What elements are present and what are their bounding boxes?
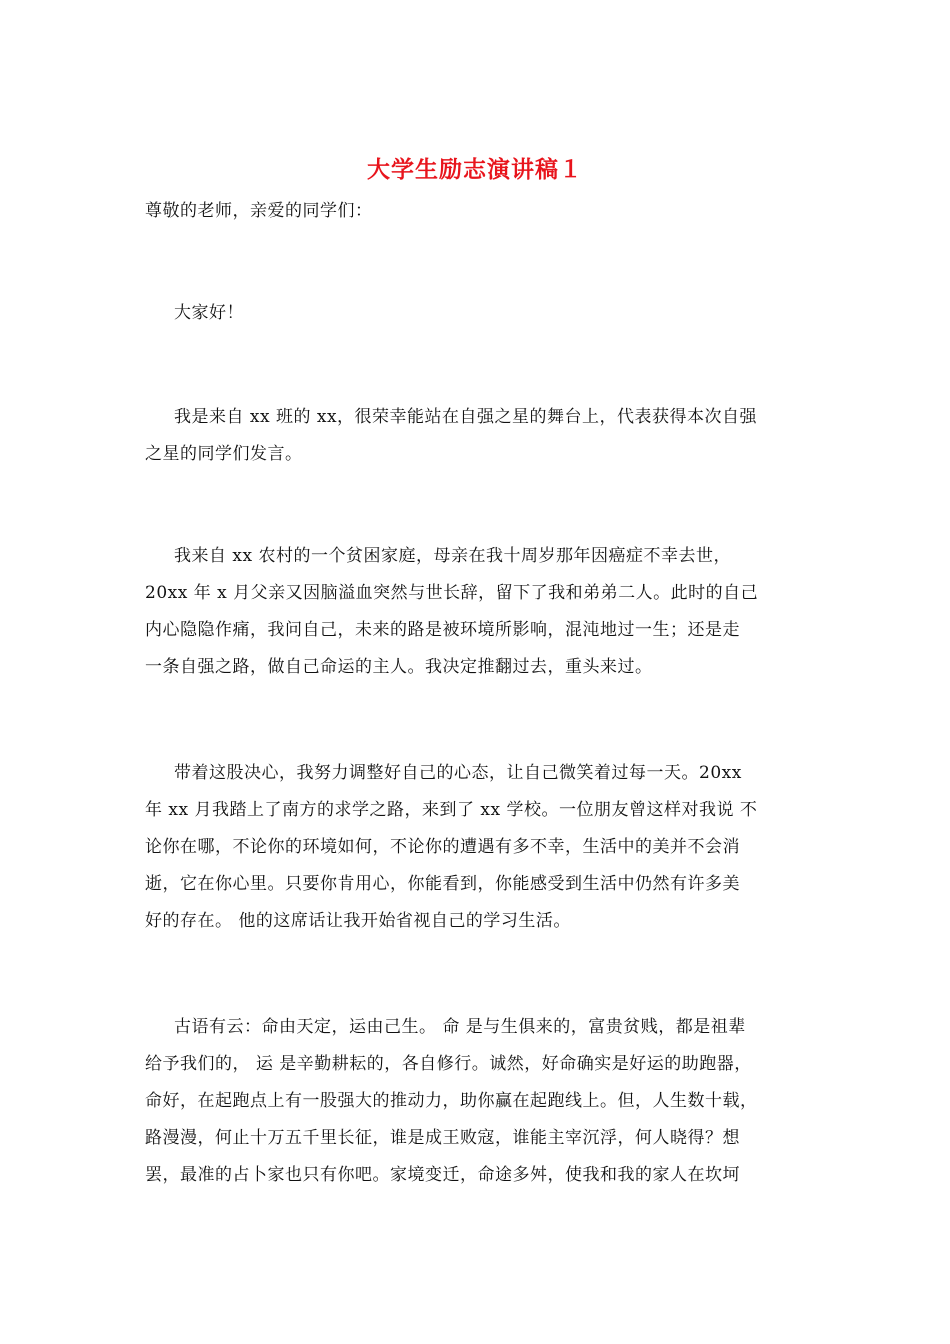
- paragraph-line: 我是来自 xx 班的 xx，很荣幸能站在自强之星的舞台上，代表获得本次自强: [174, 407, 758, 427]
- paragraph-4: [145, 1009, 805, 1194]
- greeting-text: 尊敬的老师，亲爱的同学们：: [145, 201, 373, 221]
- paragraph-line: 内心隐隐作痛，我问自己，未来的路是被环境所影响，混沌地过一生；还是走: [145, 620, 740, 640]
- paragraph-1: [145, 399, 805, 473]
- hello-text: 大家好！: [174, 303, 244, 323]
- paragraph-line: 20xx 年 x 月父亲又因脑溢血突然与世长辞，留下了我和弟弟二人。此时的自己: [145, 583, 759, 603]
- paragraph-line: 年 xx 月我踏上了南方的求学之路，来到了 xx 学校。一位朋友曾这样对我说 不: [145, 800, 758, 820]
- document-title: 大学生励志演讲稿１: [367, 156, 583, 183]
- paragraph-line: 古语有云：命由天定，运由己生。 命 是与生俱来的，富贵贫贱，都是祖辈: [174, 1017, 746, 1037]
- paragraph-line: 之星的同学们发言。: [145, 444, 303, 464]
- paragraph-line: 逝，它在你心里。只要你肯用心，你能看到，你能感受到生活中仍然有许多美: [145, 874, 740, 894]
- paragraph-line: 路漫漫，何止十万五千里长征，谁是成王败寇，谁能主宰沉浮，何人晓得？想: [145, 1128, 740, 1148]
- paragraph-line: 好的存在。 他的这席话让我开始省视自己的学习生活。: [145, 911, 571, 931]
- paragraph-line: 我来自 xx 农村的一个贫困家庭，母亲在我十周岁那年因癌症不幸去世，: [174, 546, 731, 566]
- paragraph-line: 带着这股决心，我努力调整好自己的心态，让自己微笑着过每一天。20xx: [174, 763, 742, 783]
- greeting-line: [145, 193, 805, 230]
- paragraph-3: [145, 755, 805, 940]
- paragraph-line: 一条自强之路，做自己命运的主人。我决定推翻过去，重头来过。: [145, 657, 653, 677]
- paragraph-line: 论你在哪，不论你的环境如何，不论你的遭遇有多不幸，生活中的美并不会消: [145, 837, 740, 857]
- paragraph-2: [145, 538, 805, 686]
- hello-line: [145, 295, 805, 332]
- paragraph-line: 给予我们的， 运 是辛勤耕耘的，各自修行。诚然，好命确实是好运的助跑器，: [145, 1054, 752, 1074]
- paragraph-line: 罢，最准的占卜家也只有你吧。家境变迁，命途多舛，使我和我的家人在坎坷: [145, 1165, 740, 1185]
- paragraph-line: 命好，在起跑点上有一股强大的推动力，助你赢在起跑线上。但，人生数十载，: [145, 1091, 758, 1111]
